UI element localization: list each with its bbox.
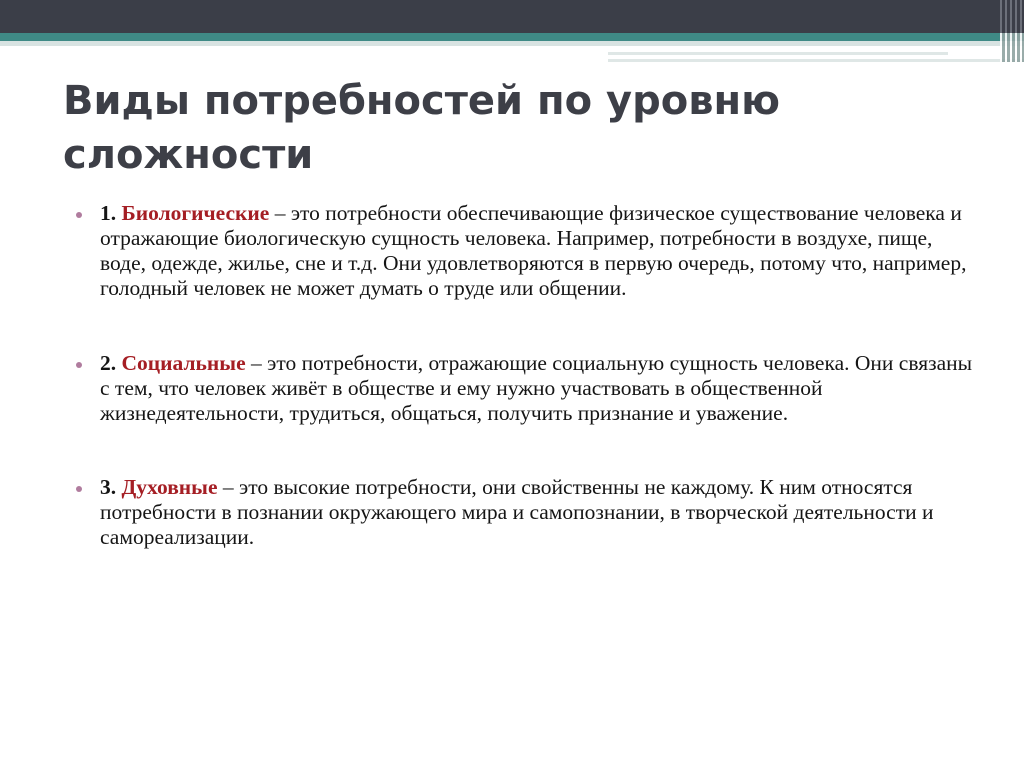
item-text: – это потребности обеспечивающие физическое существование человека и отражающие биологическую сущность человека. Например, потребности в воздухе, пище, воде, одежде, жилье, сне и т.д. Они удовлетворяются в первую очередь, потому что, например, голодный человек не может думать о труде или общении. — [100, 201, 967, 300]
corner-stripes-dark — [1000, 0, 1024, 33]
bullet-icon — [76, 486, 82, 492]
list-item-biological — [76, 201, 976, 301]
header-band-teal — [0, 33, 1024, 41]
item-term: Духовные — [121, 475, 218, 499]
bullet-icon — [76, 212, 82, 218]
item-number: 2. — [100, 351, 117, 375]
list-item-spiritual — [76, 475, 976, 550]
header-band-light — [0, 41, 1024, 46]
item-term: Биологические — [121, 201, 270, 225]
list-item-social — [76, 351, 976, 426]
item-text: – это высокие потребности, они свойственны не каждому. К ним относятся потребности в познании окружающего мира и самопознании, в творческой деятельности и самореализации. — [100, 475, 934, 549]
header-accent-line — [608, 52, 948, 55]
item-number: 3. — [100, 475, 117, 499]
needs-list — [76, 201, 976, 550]
bullet-icon — [76, 362, 82, 368]
slide-title: Виды потребностей по уровню сложности — [63, 78, 781, 178]
item-text: – это потребности, отражающие социальную сущность человека. Они связаны с тем, что человек живёт в обществе и ему нужно участвовать в общественной жизнедеятельности, трудиться, общаться, получить признание и уважение. — [100, 351, 973, 425]
item-number: 1. — [100, 201, 117, 225]
header-band-dark — [0, 0, 1024, 33]
header-accent-line — [608, 59, 1024, 62]
item-term: Социальные — [121, 351, 246, 375]
